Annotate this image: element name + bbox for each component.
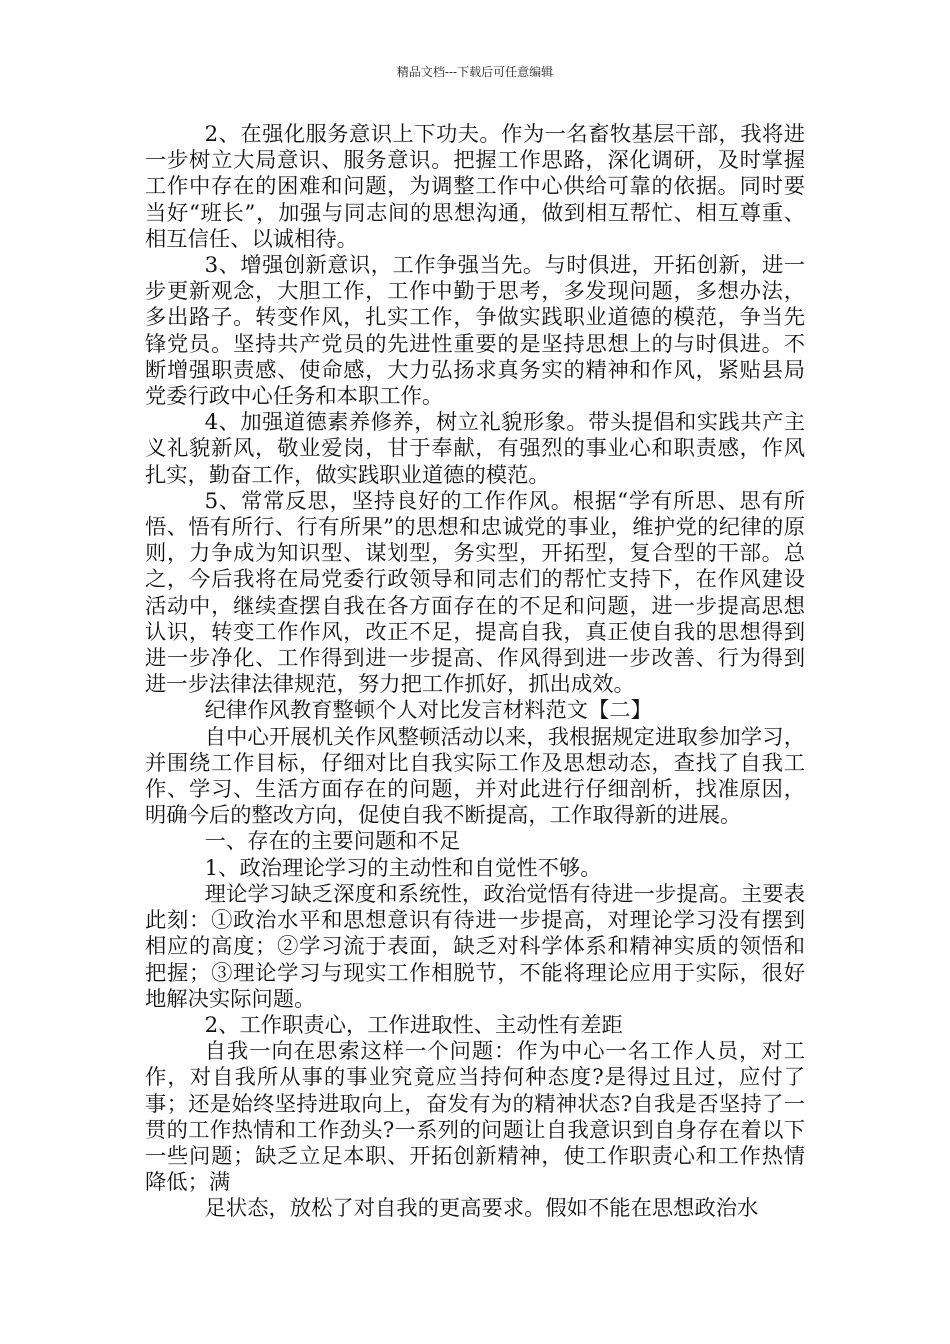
document-body: [145, 122, 805, 1223]
section-title: 纪律作风教育整顿个人对比发言材料范文【二】: [204, 698, 652, 724]
heading-problems: 一、存在的主要问题和不足: [204, 829, 461, 855]
paragraph-theory-study: 理论学习缺乏深度和系统性，政治觉悟有待进一步提高。主要表此刻：①政治水平和思想意识有待进一步提高，对理论学习没有摆到相应的高度；②学习流于表面，缺乏对科学体系和精神实质的领悟和把握；③理论学习与现实工作相脱节，不能将理论应用于实际，很好地解决实际问题。: [145, 881, 805, 1012]
paragraph-morality: 4、加强道德素养修养，树立礼貌形象。带头提倡和实践共产主义礼貌新风，敬业爱岗，甘于奉献，有强烈的事业心和职责感，作风扎实，勤奋工作，做实践职业道德的模范。: [145, 410, 805, 488]
subheading-responsibility: 2、工作职责心，工作进取性、主动性有差距: [204, 1012, 623, 1038]
paragraph-continuation: 足状态，放松了对自我的更高要求。假如不能在思想政治水: [204, 1196, 759, 1222]
subheading-theory-study: 1、政治理论学习的主动性和自觉性不够。: [204, 855, 602, 881]
paragraph-innovation: 3、增强创新意识，工作争强当先。与时俱进，开拓创新，进一步更新观念，大胆工作，工作中勤于思考，多发现问题，多想办法，多出路子。转变作风，扎实工作，争做实践职业道德的模范，争当先锋党员。坚持共产党员的先进性重要的是坚持思想上的与时俱进。不断增强职责感、使命感，大力弘扬求真务实的精神和作风，紧贴县局党委行政中心任务和本职工作。: [145, 253, 805, 410]
paragraph-service-awareness: 2、在强化服务意识上下功夫。作为一名畜牧基层干部，我将进一步树立大局意识、服务意识。把握工作思路，深化调研，及时掌握工作中存在的困难和问题，为调整工作中心供给可靠的依据。同时要当好“班长”，加强与同志间的思想沟通，做到相互帮忙、相互尊重、相互信任、以诚相待。: [145, 122, 805, 252]
paragraph-reflection: 5、常常反思，坚持良好的工作作风。根据“学有所思、思有所悟、悟有所行、行有所果”的思想和忠诚党的事业，维护党的纪律的原则，力争成为知识型、谋划型，务实型，开拓型，复合型的干部。总之，今后我将在局党委行政领导和同志们的帮忙支持下，在作风建设活动中，继续查摆自我在各方面存在的不足和问题，进一步提高思想认识，转变工作作风，改正不足，提高自我，真正使自我的思想得到进一步净化、工作得到进一步提高、作风得到进一步改善、行为得到进一步法律法律规范，努力把工作抓好，抓出成效。: [145, 488, 805, 698]
paragraph-responsibility: 自我一向在思索这样一个问题：作为中心一名工作人员，对工作，对自我所从事的事业究竟应当持何种态度?是得过且过，应付了事；还是始终坚持进取向上，奋发有为的精神状态?自我是否坚持了一贯的工作热情和工作劲头?一系列的问题让自我意识到自身存在着以下一些问题；缺乏立足本职、开拓创新精神，使工作职责心和工作热情降低；满: [145, 1039, 805, 1196]
paragraph-intro: 自中心开展机关作风整顿活动以来，我根据规定进取参加学习，并围绕工作目标，仔细对比自我实际工作及思想动态，查找了自我工作、学习、生活方面存在的问题，并对此进行仔细剖析，找准原因，明确今后的整改方向，促使自我不断提高，工作取得新的进展。: [145, 724, 805, 829]
page-header: 精品文档---下载后可任意编辑: [396, 65, 554, 79]
